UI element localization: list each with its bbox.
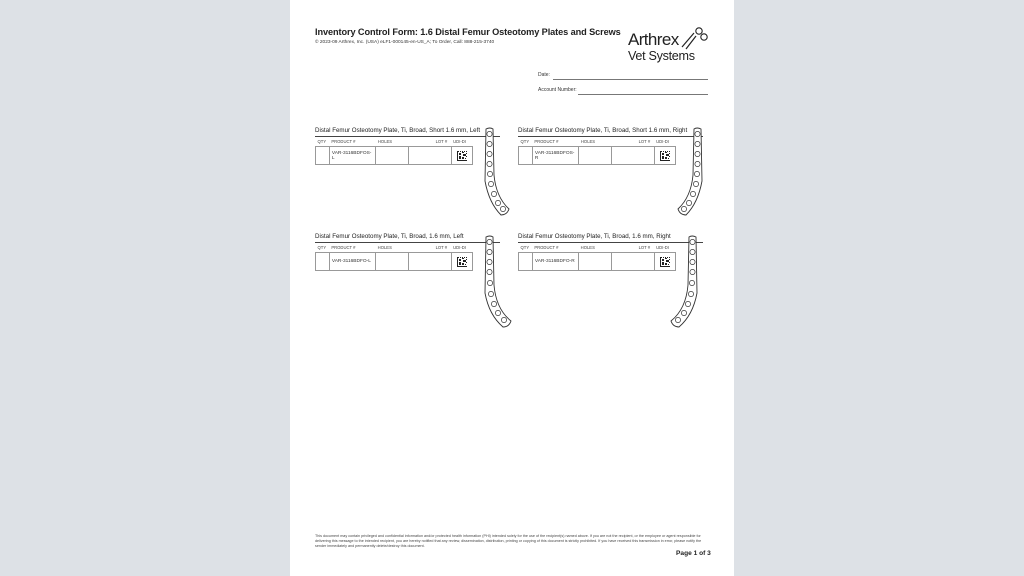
qty-cell[interactable] xyxy=(316,147,330,165)
product-block xyxy=(315,127,500,165)
product-cell: VAR-3116BDFO-L xyxy=(329,253,375,271)
qty-cell[interactable] xyxy=(519,253,533,271)
product-table xyxy=(315,243,473,271)
table-row xyxy=(519,147,676,165)
block-title: Distal Femur Osteotomy Plate, Ti, Broad, 1.6 mm, Right xyxy=(518,233,703,243)
plate-right-short-icon xyxy=(675,125,707,217)
confidentiality-disclaimer: This document may contain privileged and confidential information and/or protected health information (PHI) intended solely for the use of the recipient(s) named above. If you are not the recipient, or the employee or agent responsible for delivering this message to the intended recipient, you are hereby notified that any review, dissemination, distribution, printing or copying of this document is strictly prohibited. If you have received this transmission in error, please notify the sender immediately and permanently delete/destroy this document. xyxy=(315,534,702,548)
qty-header: QTY xyxy=(316,137,330,147)
udi-cell xyxy=(654,147,675,165)
plate-left-short-icon xyxy=(480,125,512,217)
product-table xyxy=(518,137,676,165)
lot-header: LOT # xyxy=(611,137,654,147)
product-header: PRODUCT # xyxy=(532,243,578,253)
product-cell: VAR-3116BDFOS-L xyxy=(329,147,376,165)
qty-header: QTY xyxy=(519,243,533,253)
account-number-label: Account Number: xyxy=(538,87,577,93)
date-field[interactable] xyxy=(538,72,550,78)
udi-cell xyxy=(451,147,472,165)
table-row xyxy=(316,147,473,165)
plate-left-long-icon xyxy=(480,233,514,329)
page-title: Inventory Control Form: 1.6 Distal Femur Osteotomy Plates and Screws xyxy=(315,27,621,37)
udi-header: UDI-DI xyxy=(654,137,675,147)
qty-cell[interactable] xyxy=(316,253,330,271)
product-table xyxy=(315,137,473,165)
account-number-line xyxy=(578,94,708,95)
page-number: Page 1 of 3 xyxy=(676,550,711,557)
datamatrix-code-icon xyxy=(457,257,467,267)
block-title: Distal Femur Osteotomy Plate, Ti, Broad, 1.6 mm, Left xyxy=(315,233,500,243)
arthrex-logo xyxy=(628,24,718,68)
udi-header: UDI-DI xyxy=(451,243,472,253)
lot-cell[interactable] xyxy=(408,147,451,165)
holes-cell[interactable] xyxy=(579,147,611,165)
logo-line2: Vet Systems xyxy=(628,49,695,63)
product-header: PRODUCT # xyxy=(329,243,375,253)
lot-header: LOT # xyxy=(408,137,451,147)
holes-header: HOLES xyxy=(376,137,408,147)
datamatrix-code-icon xyxy=(660,151,670,161)
udi-header: UDI-DI xyxy=(654,243,675,253)
qty-header: QTY xyxy=(519,137,533,147)
table-row xyxy=(519,253,676,271)
holes-header: HOLES xyxy=(376,243,409,253)
product-header: PRODUCT # xyxy=(532,137,579,147)
qty-cell[interactable] xyxy=(519,147,533,165)
logo-line1: Arthrex xyxy=(628,30,679,49)
date-label: Date: xyxy=(538,72,550,78)
logo-scissors-icon xyxy=(680,25,710,51)
product-cell: VAR-3116BDFO-R xyxy=(532,253,578,271)
holes-cell[interactable] xyxy=(579,253,612,271)
lot-cell[interactable] xyxy=(611,147,654,165)
table-row xyxy=(316,253,473,271)
product-cell: VAR-3116BDFOS-R xyxy=(532,147,579,165)
lot-header: LOT # xyxy=(611,243,654,253)
plate-right-long-icon xyxy=(668,233,702,329)
udi-header: UDI-DI xyxy=(451,137,472,147)
lot-cell[interactable] xyxy=(611,253,654,271)
holes-cell[interactable] xyxy=(376,147,408,165)
lot-header: LOT # xyxy=(408,243,451,253)
holes-cell[interactable] xyxy=(376,253,409,271)
block-title: Distal Femur Osteotomy Plate, Ti, Broad, Short 1.6 mm, Left xyxy=(315,127,500,137)
datamatrix-code-icon xyxy=(457,151,467,161)
qty-header: QTY xyxy=(316,243,330,253)
page-subtitle: © 2023-09 Arthrex, Inc. (USA) eLF1-000145-en-US_A; To Order, Call: 888-215-3740 xyxy=(315,40,495,45)
account-number-field[interactable] xyxy=(538,87,577,93)
holes-header: HOLES xyxy=(579,137,611,147)
product-block xyxy=(315,233,500,271)
form-page xyxy=(290,0,734,576)
udi-cell xyxy=(451,253,472,271)
date-line xyxy=(553,79,708,80)
block-title: Distal Femur Osteotomy Plate, Ti, Broad, Short 1.6 mm, Right xyxy=(518,127,703,137)
product-header: PRODUCT # xyxy=(329,137,376,147)
holes-header: HOLES xyxy=(579,243,612,253)
product-table xyxy=(518,243,676,271)
lot-cell[interactable] xyxy=(408,253,451,271)
